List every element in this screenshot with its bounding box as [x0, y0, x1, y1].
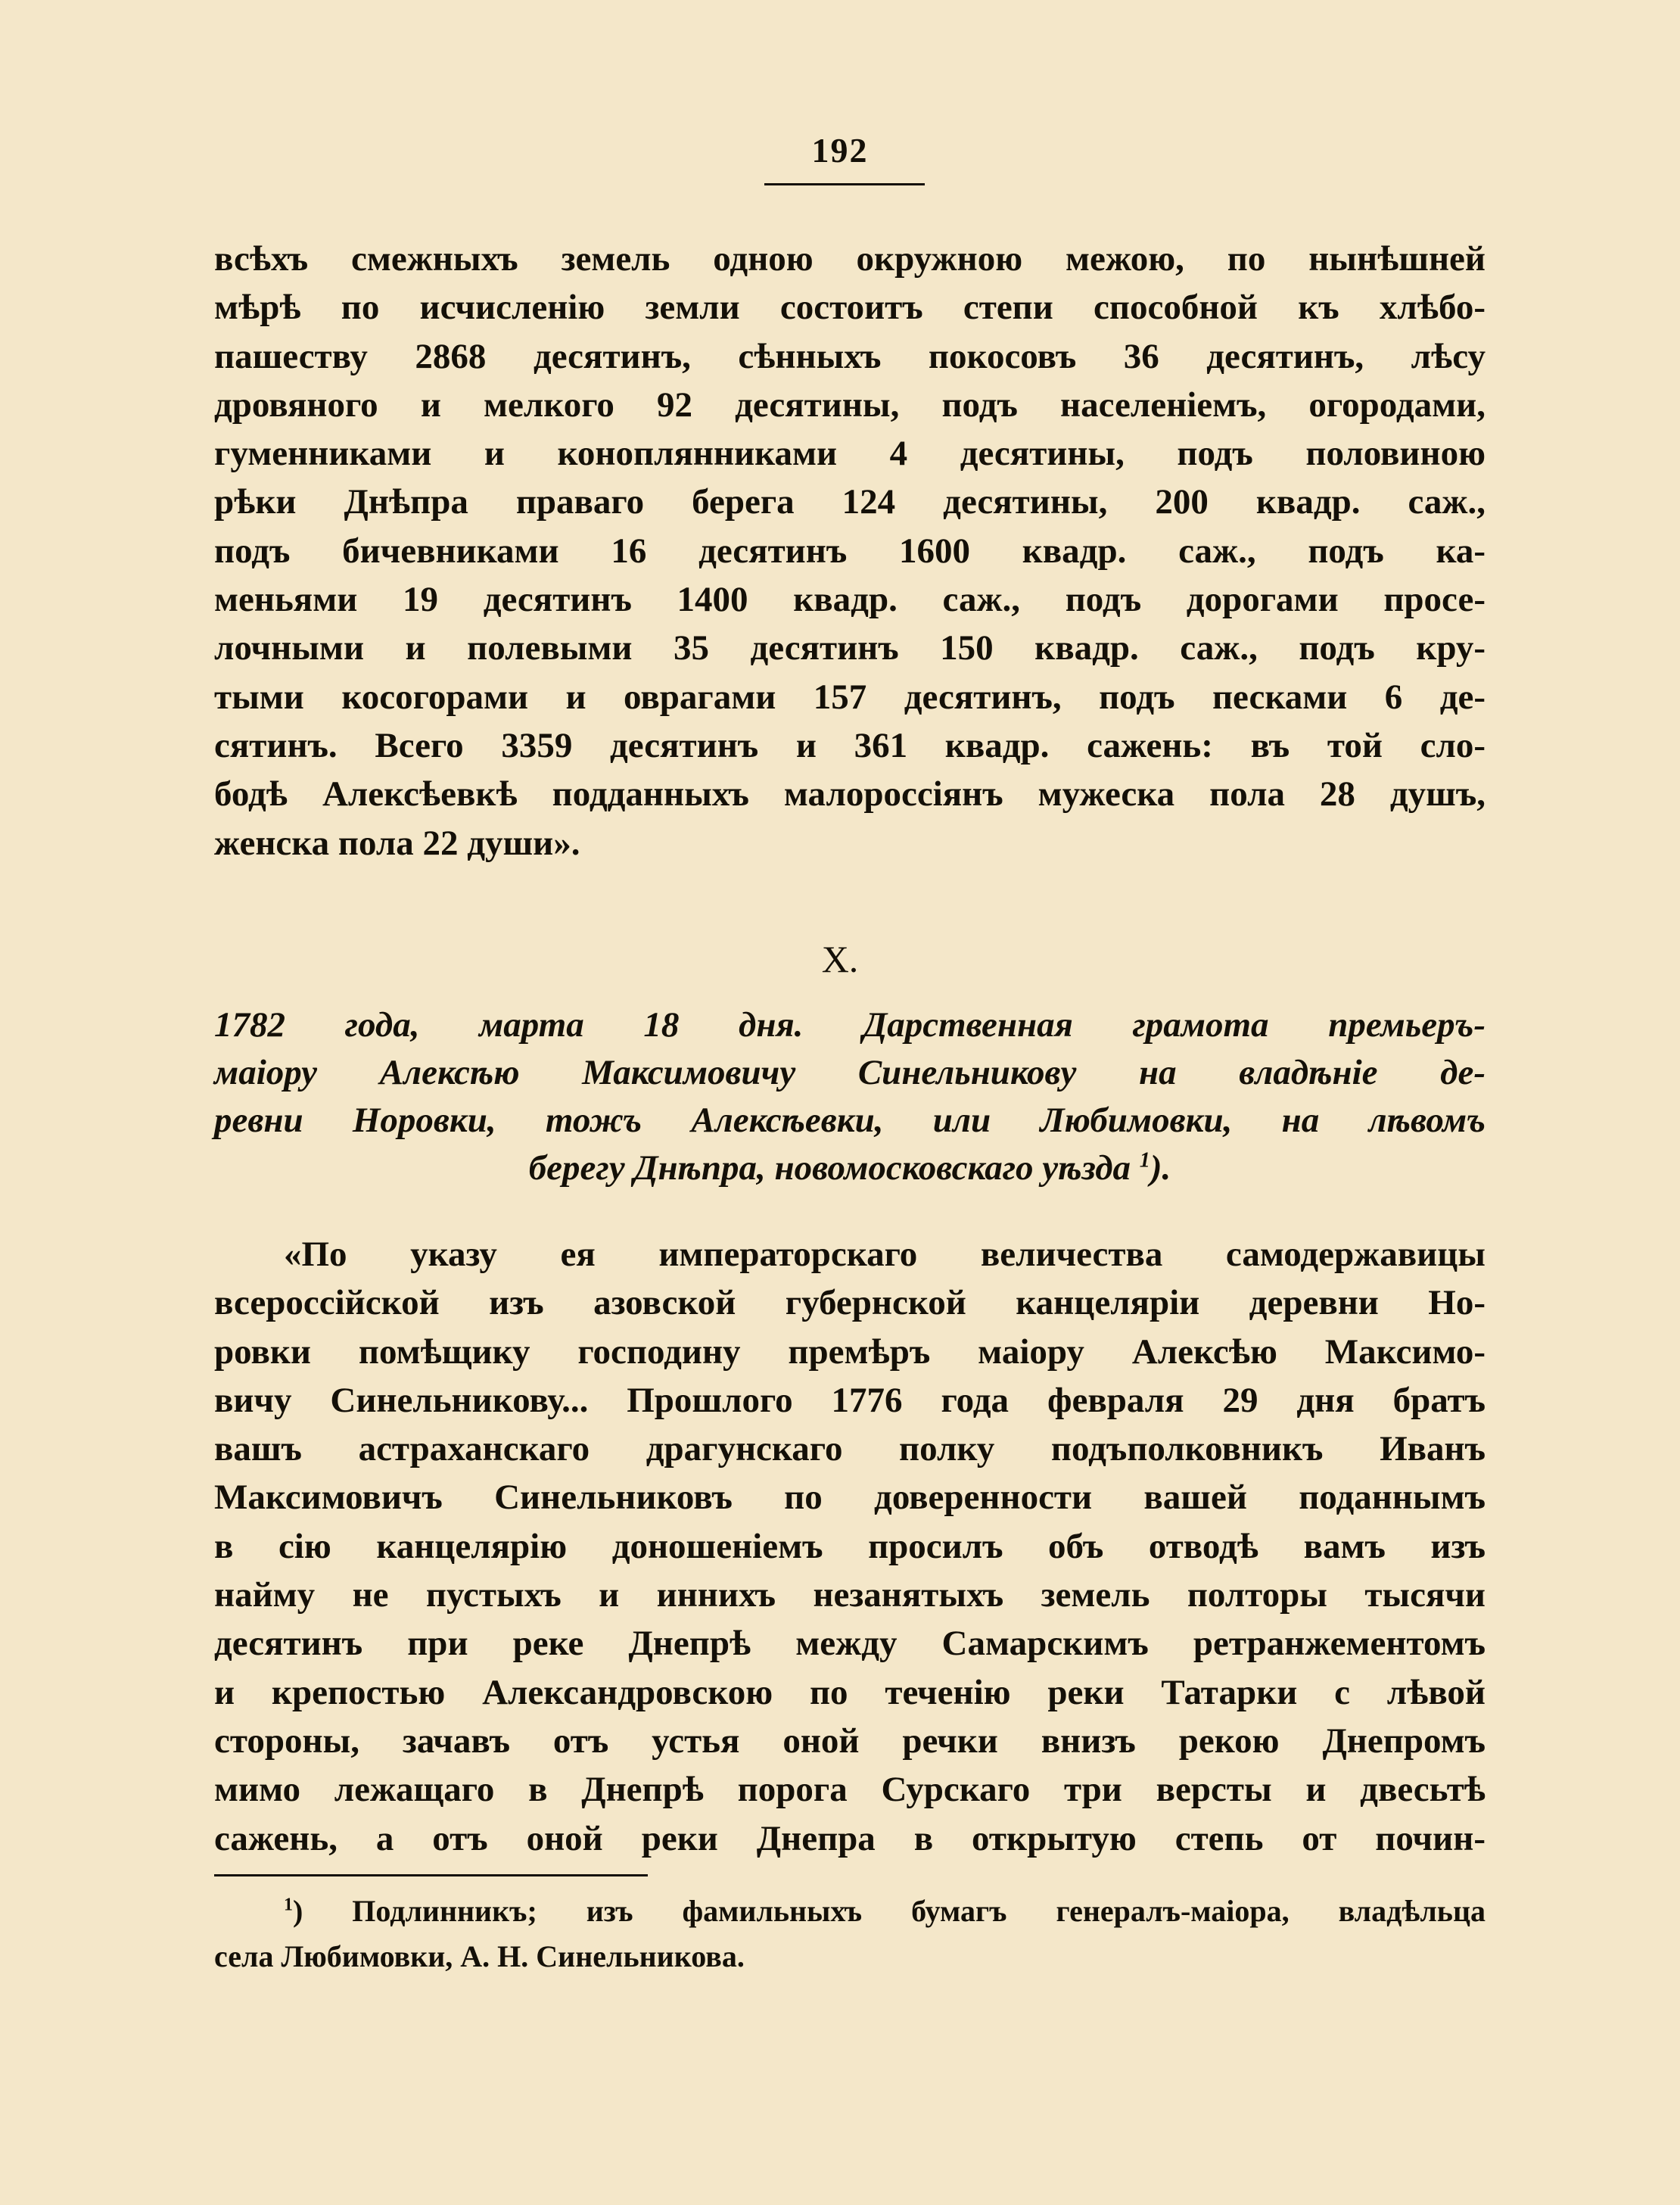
letter-line: мимо лежащаго в Днепрѣ порога Сурскаго три версты и двесьтѣ	[214, 1770, 1486, 1810]
heading-line: 1782 года, марта 18 дня. Дарственная грамота премьеръ-	[214, 1005, 1486, 1045]
letter-line: вичу Синельникову... Прошлого 1776 года февраля 29 дня братъ	[214, 1380, 1486, 1420]
body-line: дровяного и мелкого 92 десятины, подъ населеніемъ, огородами,	[214, 385, 1486, 425]
letter-paragraph	[214, 1230, 1486, 1863]
letter-line: десятинъ при реке Днепрѣ между Самарскимъ ретранжементомъ	[214, 1624, 1486, 1664]
body-line: всѣхъ смежныхъ земель одною окружною межою, по нынѣшней	[214, 239, 1486, 279]
letter-line: ровки помѣщику господину премѣръ маіору Алексѣю Максимо-	[214, 1331, 1486, 1372]
footnote-line-text: ) Подлинникъ; изъ фамильныхъ бумагъ генералъ-маіора, владѣльца	[293, 1894, 1486, 1928]
section-number: X.	[821, 938, 859, 980]
body-line: подъ бичевниками 16 десятинъ 1600 квадр. саж., подъ ка-	[214, 531, 1486, 571]
heading-line-text: берегу Днѣпра, новомосковскаго уѣзда	[528, 1148, 1131, 1188]
body-line: мѣрѣ по исчисленію земли состоитъ степи способной къ хлѣбо-	[214, 288, 1486, 328]
body-line: пашеству 2868 десятинъ, сѣнныхъ покосовъ 36 десятинъ, лѣсу	[214, 336, 1486, 376]
footnote-reference: 1	[1139, 1148, 1150, 1173]
page-number: 192	[811, 131, 869, 170]
footnote-line: села Любимовки, А. Н. Синельникова.	[214, 1939, 745, 1973]
letter-line: всероссійской изъ азовской губернской канцеляріи деревни Но-	[214, 1283, 1486, 1323]
heading-line	[214, 1145, 1486, 1192]
footnote-mark: 1	[284, 1895, 293, 1915]
footnote-separator	[214, 1874, 648, 1876]
body-line: гуменниками и коноплянниками 4 десятины, подъ половиною	[214, 434, 1486, 474]
body-line: лочными и полевыми 35 десятинъ 150 квадр. саж., подъ кру-	[214, 628, 1486, 668]
letter-line: стороны, зачавъ отъ устья оной речки внизъ рекою Днепромъ	[214, 1721, 1486, 1761]
body-line: тыми косогорами и оврагами 157 десятинъ, подъ песками 6 де-	[214, 677, 1486, 717]
body-paragraph	[214, 235, 1486, 867]
heading-line: ревни Норовки, тожъ Алексѣевки, или Любимовки, на лѣвомъ	[214, 1101, 1486, 1140]
letter-line: и крепостью Александровскою по теченію реки Татарки с лѣвой	[214, 1672, 1486, 1712]
body-line: меньями 19 десятинъ 1400 квадр. саж., подъ дорогами просе-	[214, 580, 1486, 620]
body-line: рѣки Днѣпра праваго берега 124 десятины, 200 квадр. саж.,	[214, 482, 1486, 522]
letter-line: в сію канцелярію доношеніемъ просилъ объ отводѣ вамъ изъ	[214, 1526, 1486, 1566]
footnote	[214, 1889, 1486, 1979]
letter-line: вашъ астраханскаго драгунскаго полку подъполковникъ Иванъ	[214, 1429, 1486, 1469]
letter-line: Максимовичъ Синельниковъ по доверенности вашей поданнымъ	[214, 1478, 1486, 1518]
body-line: женска пола 22 души».	[214, 823, 580, 863]
heading-line: маіору Алексѣю Максимовичу Синельникову на владѣніе де-	[214, 1053, 1486, 1092]
heading-line-tail: ).	[1150, 1148, 1171, 1188]
document-heading	[214, 1001, 1486, 1192]
page-number-rule	[764, 183, 925, 185]
letter-line: «По указу ея императорскаго величества самодержавицы	[284, 1235, 1486, 1274]
body-line: бодѣ Алексѣевкѣ подданныхъ малороссіянъ мужеска пола 28 душъ,	[214, 774, 1486, 814]
footnote-line	[214, 1889, 1486, 1934]
letter-line: найму не пустыхъ и иннихъ незанятыхъ земель полторы тысячи	[214, 1575, 1486, 1615]
letter-line: сажень, а отъ оной реки Днепра в открытую степь от почин-	[214, 1818, 1486, 1858]
body-line: сятинъ. Всего 3359 десятинъ и 361 квадр. сажень: въ той сло-	[214, 725, 1486, 765]
